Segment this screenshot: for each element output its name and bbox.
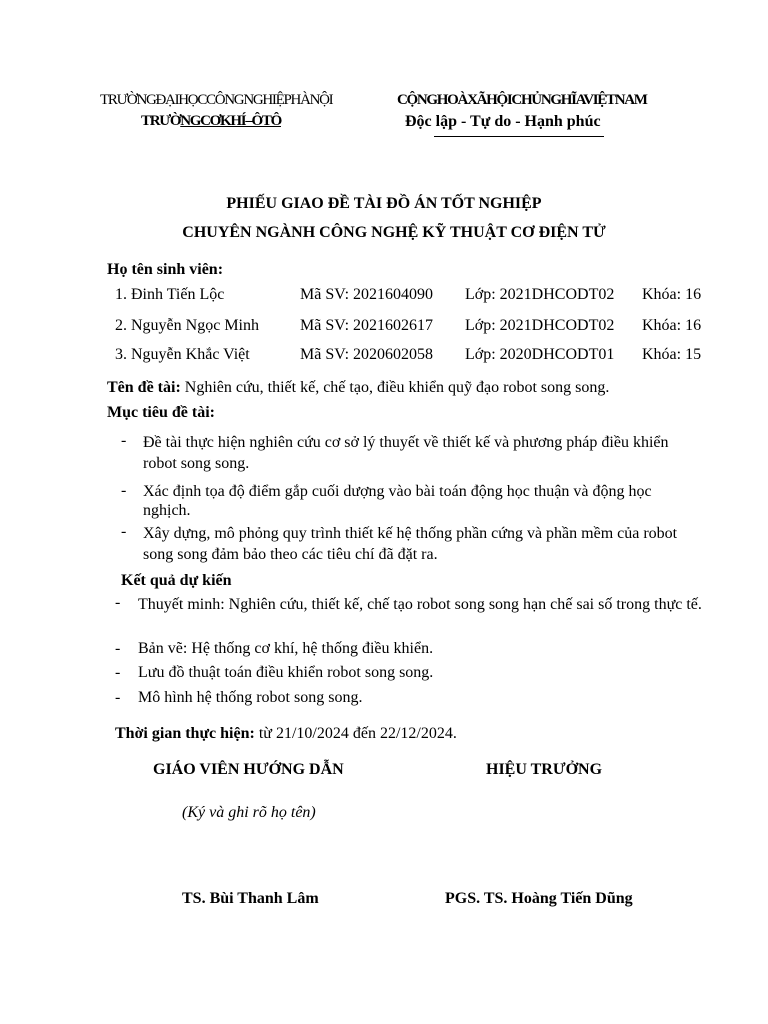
student-class: Lớp: 2021DHCODT02 xyxy=(465,286,615,303)
motto-underline xyxy=(434,136,604,137)
student-class: Lớp: 2020DHCODT01 xyxy=(465,346,615,363)
signature-note: (Ký và ghi rõ họ tên) xyxy=(182,804,316,821)
student-name: 2. Nguyễn Ngọc Minh xyxy=(115,317,259,334)
result-bullet: - xyxy=(115,640,121,657)
results-heading: Kết quả dự kiến xyxy=(121,572,232,589)
objective-bullet: - xyxy=(121,482,127,499)
result-bullet: - xyxy=(115,689,121,706)
student-cohort: Khóa: 16 xyxy=(642,317,702,334)
students-heading: Họ tên sinh viên: xyxy=(107,261,224,278)
student-name: 3. Nguyễn Khắc Việt xyxy=(115,346,250,363)
duration-value: từ 21/10/2024 đến 22/12/2024. xyxy=(254,725,457,742)
university-name: TRƯỜNGĐẠIHỌCCÔNGNGHIỆPHÀNỘI xyxy=(100,92,333,108)
rector-name: PGS. TS. Hoàng Tiến Dũng xyxy=(445,890,633,907)
faculty-name-underlined: NGCƠKHÍ–ÔTÔ xyxy=(180,113,281,129)
duration-label: Thời gian thực hiện: xyxy=(115,725,255,742)
result-bullet: - xyxy=(115,664,121,681)
result-item: Lưu đồ thuật toán điều khiển robot song song. xyxy=(138,664,434,681)
rector-title: HIỆU TRƯỞNG xyxy=(486,761,603,778)
result-item: Thuyết minh: Nghiên cứu, thiết kế, chế tạo robot song song hạn chế sai số trong thực tế. xyxy=(138,596,702,613)
topic-line xyxy=(107,379,609,397)
result-item: Bản vẽ: Hệ thống cơ khí, hệ thống điều khiển. xyxy=(138,640,434,657)
student-id: Mã SV: 2020602058 xyxy=(300,346,434,363)
duration-line xyxy=(115,725,457,743)
student-name: 1. Đinh Tiến Lộc xyxy=(115,286,225,303)
country-name: CỘNGHOÀXÃHỘICHỦNGHĨAVIỆTNAM xyxy=(397,92,647,108)
student-class: Lớp: 2021DHCODT02 xyxy=(465,317,615,334)
objective-bullet: - xyxy=(121,432,127,449)
objective-bullet: - xyxy=(121,523,127,540)
topic-value: Nghiên cứu, thiết kế, chế tạo, điều khiển quỹ đạo robot song song. xyxy=(180,379,610,396)
student-id: Mã SV: 2021604090 xyxy=(300,286,434,303)
faculty-name xyxy=(141,113,281,130)
faculty-name-prefix: TRƯỜ xyxy=(141,113,181,129)
student-cohort: Khóa: 16 xyxy=(642,286,702,303)
advisor-name: TS. Bùi Thanh Lâm xyxy=(182,890,319,907)
objectives-heading: Mục tiêu đề tài: xyxy=(107,404,215,421)
page-subtitle: CHUYÊN NGÀNH CÔNG NGHỆ KỸ THUẬT CƠ ĐIỆN TỬ xyxy=(182,224,606,241)
result-item: Mô hình hệ thống robot song song. xyxy=(138,689,363,706)
objective-item: Xây dựng, mô phỏng quy trình thiết kế hệ thống phần cứng và phần mềm của robot song song đảm bảo theo các tiêu chí đã đặt ra. xyxy=(143,525,678,563)
student-cohort: Khóa: 15 xyxy=(642,346,702,363)
page-title: PHIẾU GIAO ĐỀ TÀI ĐỒ ÁN TỐT NGHIỆP xyxy=(226,195,542,212)
topic-label: Tên đề tài: xyxy=(107,379,181,396)
national-motto: Độc lập - Tự do - Hạnh phúc xyxy=(405,113,601,130)
advisor-title: GIÁO VIÊN HƯỚNG DẪN xyxy=(153,761,344,778)
objective-item: Xác định tọa độ điểm gắp cuối dượng vào bài toán động học thuận và động học nghịch. xyxy=(143,483,652,519)
objective-item: Đề tài thực hiện nghiên cứu cơ sở lý thuyết về thiết kế và phương pháp điều khiển robot song song. xyxy=(143,434,669,472)
student-id: Mã SV: 2021602617 xyxy=(300,317,434,334)
result-bullet: - xyxy=(115,594,121,611)
